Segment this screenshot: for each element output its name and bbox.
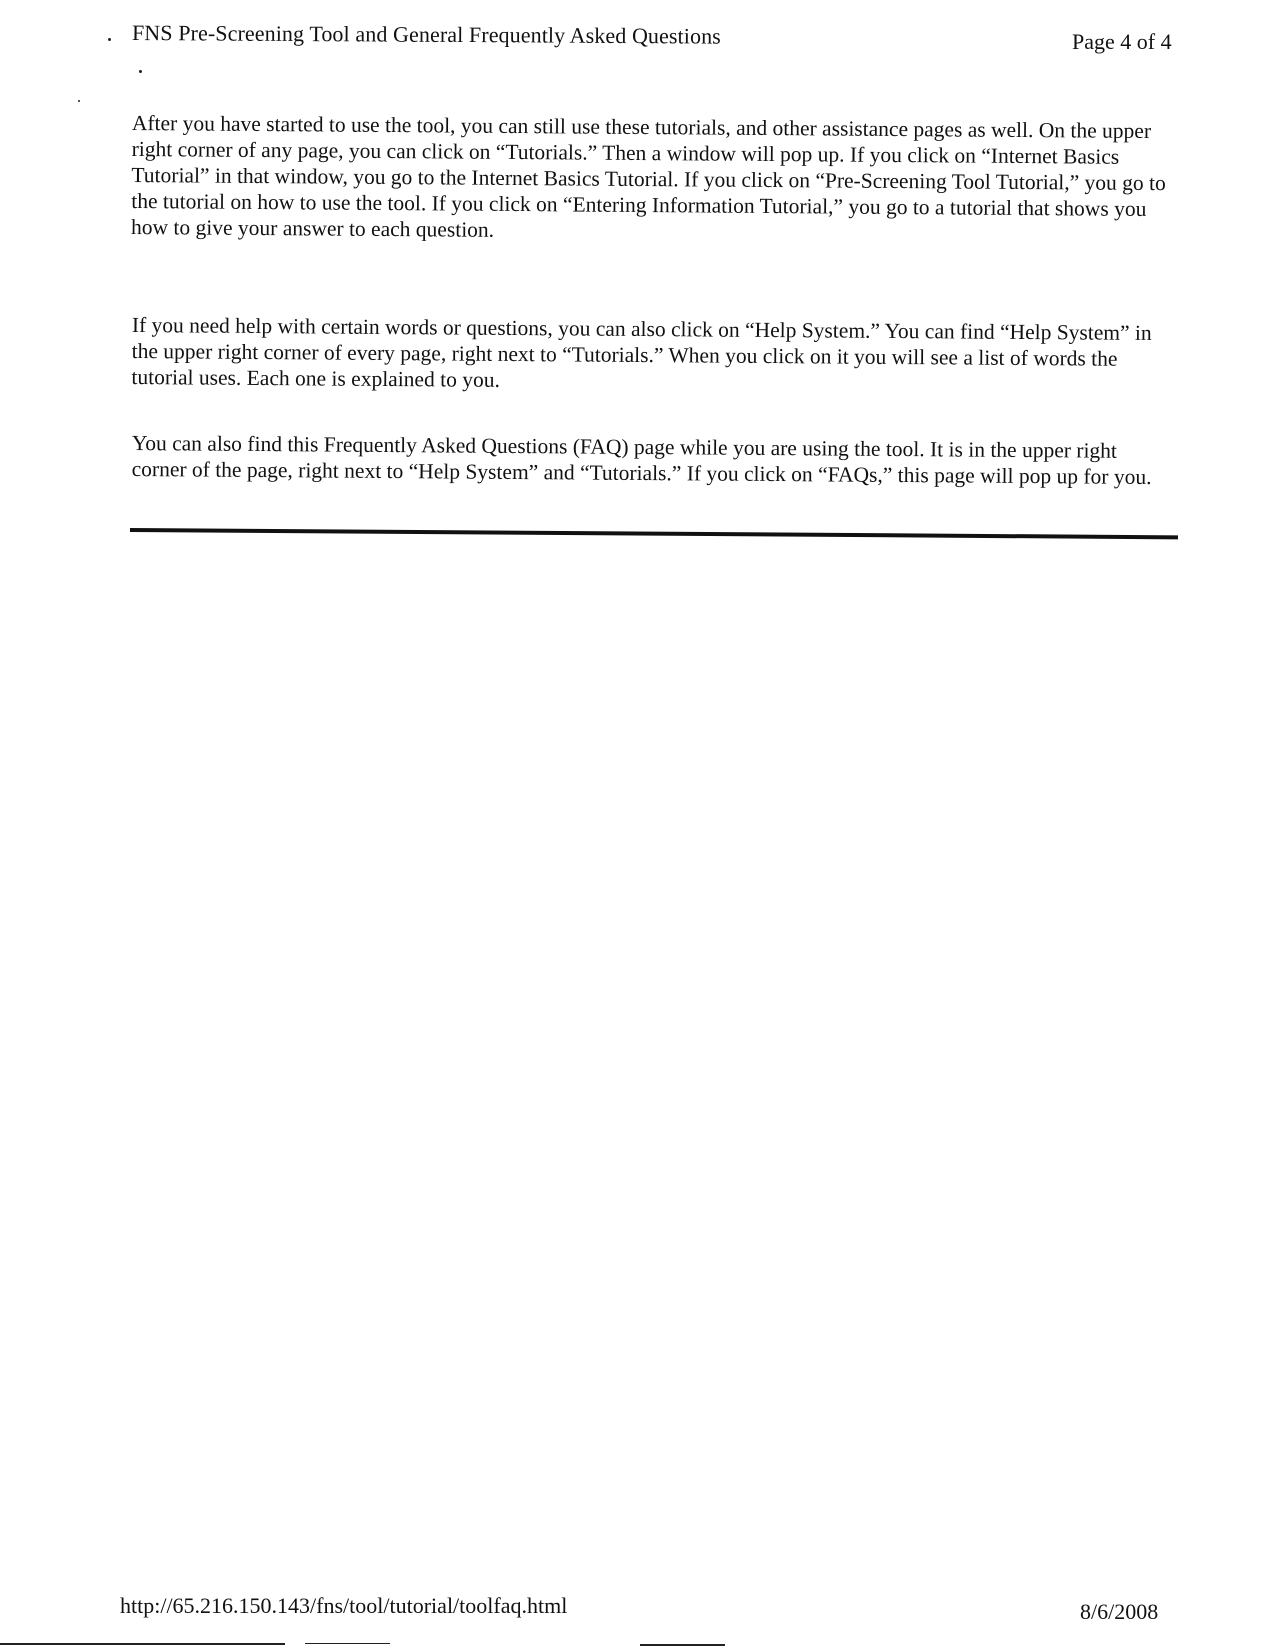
scan-speck <box>139 70 142 73</box>
scan-speck <box>78 100 80 102</box>
footer-url: http://65.216.150.143/fns/tool/tutorial/toolfaq.html <box>120 1593 568 1618</box>
scan-edge-line <box>640 1644 725 1646</box>
page-number: Page 4 of 4 <box>1072 29 1172 54</box>
paragraph-tutorials: After you have started to use the tool, you can still use these tutorials, and other assistance pages as well. On the upper right corner of any page, you can click on “Tutorials.” Then a window will pop up. If you click on “Internet Basics Tutorial” in that window, you go to the Internet Basics Tutorial. If you click on “Pre-Screening Tool Tutorial,” you go to the tutorial on how to use the tool. If you click on “Entering Information Tutorial,” you go to a tutorial that shows you how to give your answer to each question. <box>130 110 1166 242</box>
scan-speck <box>108 38 111 41</box>
footer-date: 8/6/2008 <box>1080 1599 1159 1624</box>
scan-edge-line <box>305 1643 390 1644</box>
page-header-title: FNS Pre-Screening Tool and General Frequently Asked Questions <box>131 20 721 49</box>
horizontal-rule <box>130 528 1178 539</box>
paragraph-help-system: If you need help with certain words or questions, you can also click on “Help System.” You can find “Help System” in the upper right corner of every page, right next to “Tutorials.” When you click on it you will see a list of words the tutorial uses. Each one is explained to you. <box>131 312 1152 392</box>
paragraph-faq: You can also find this Frequently Asked Questions (FAQ) page while you are using the tool. It is in the upper right corner of the page, right next to “Help System” and “Tutorials.” If you click on “FAQs,” this page will pop up for you. <box>131 430 1152 490</box>
scan-edge-line <box>0 1643 285 1645</box>
